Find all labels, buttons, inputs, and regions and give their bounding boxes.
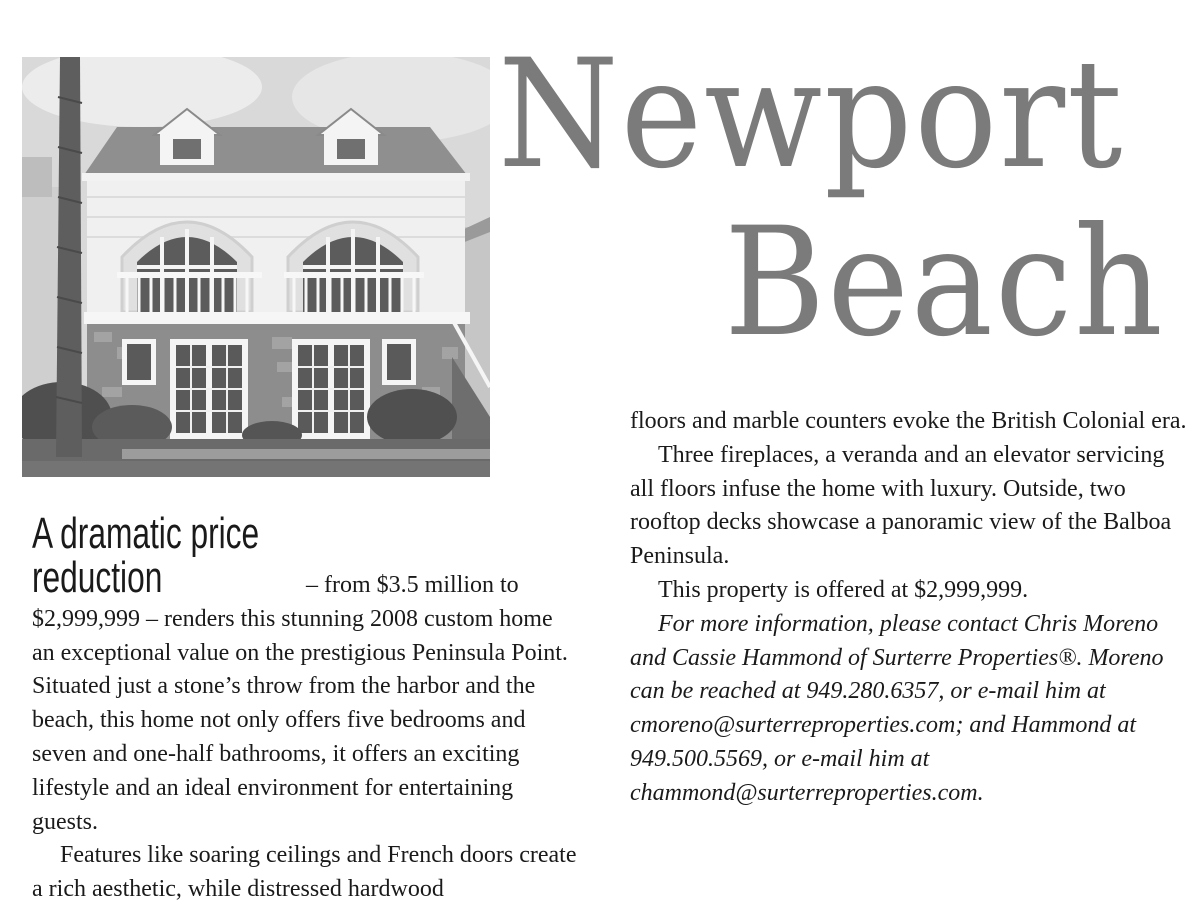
article-paragraph-3: Three fireplaces, a veranda and an elevator servicing all floors infuse the home with luxury. Outside, two rooftop decks showcase a panoramic view of the Balboa Peninsula. xyxy=(630,441,1172,570)
article-column-right xyxy=(630,405,1190,811)
headline-line-1: Newport xyxy=(498,28,1125,202)
article-column-left xyxy=(32,509,580,907)
article-paragraph-1 xyxy=(32,509,580,839)
contact-info: For more information, please contact Chris Moreno and Cassie Hammond of Surterre Properties®. Moreno can be reached at 949.280.6357, or e-mail him at cmoreno@surterreproperties.com; and Hammond at 949.500.5569, or e-mail him at chammond@surterreproperties.com. xyxy=(630,610,1164,806)
article-paragraph-4: This property is offered at $2,999,999. xyxy=(658,576,1029,603)
article-paragraph-2-continued: floors and marble counters evoke the British Colonial era. xyxy=(630,408,1187,434)
lead-in: A dramatic price reduction xyxy=(32,509,260,602)
paragraph-1-text: – from $3.5 million to $2,999,999 – renders this stunning 2008 custom home an exceptional value on the prestigious Peninsula Point. Situated just a stone’s throw from the harbor and the beach, this home not only offers five bedrooms and seven and one-half bathrooms, it offers an exciting lifestyle and an ideal environment for entertaining guests. xyxy=(32,572,568,835)
house-photo xyxy=(22,57,490,477)
headline-line-2: Beach xyxy=(724,196,1165,370)
article-paragraph-2: Features like soaring ceilings and French doors create a rich aesthetic, while distressed hardwood xyxy=(32,842,577,903)
